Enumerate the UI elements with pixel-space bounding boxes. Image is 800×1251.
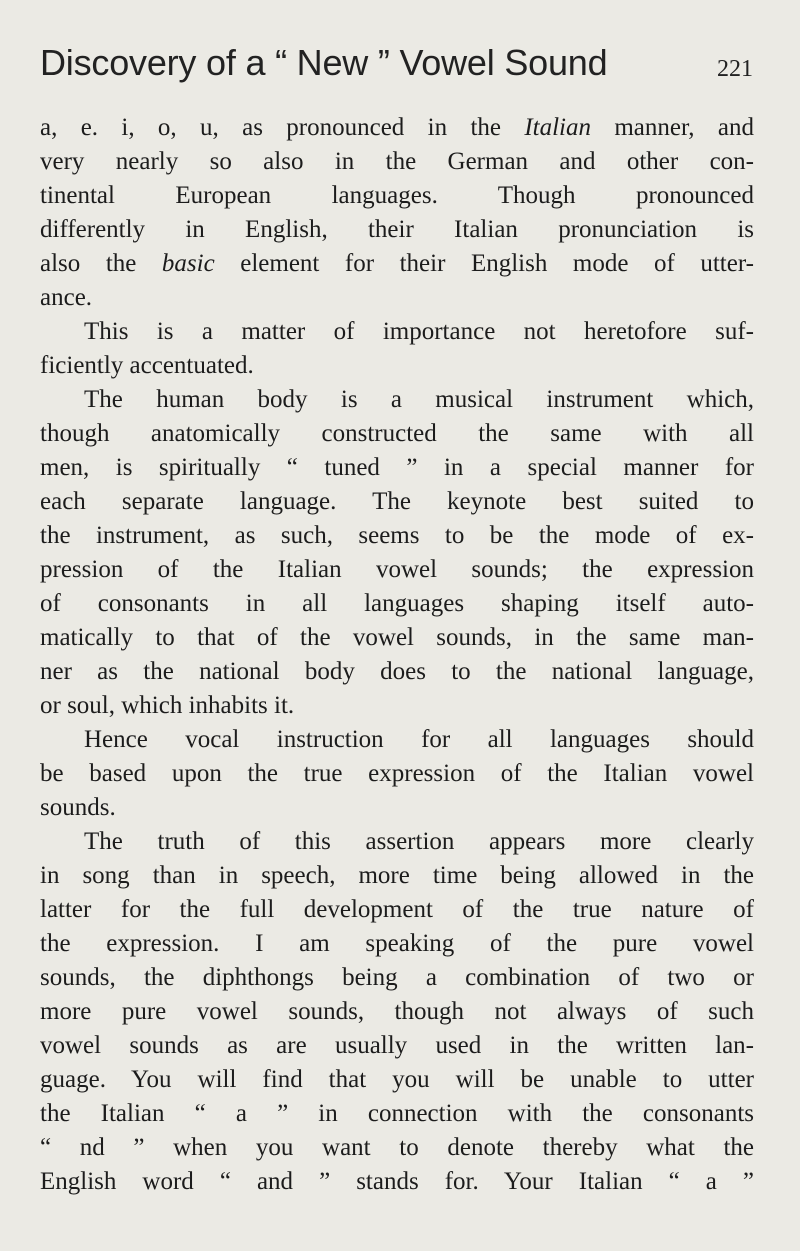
text-line: latter for the full development of the true nature of <box>40 896 754 923</box>
text-line: a, e. i, o, u, as pronounced in the Italian manner, and <box>40 114 754 141</box>
text-line: sounds, the diphthongs being a combination of two or <box>40 964 754 991</box>
italic-word: Italian <box>524 114 591 141</box>
italic-word: basic <box>161 250 215 277</box>
text-line: more pure vowel sounds, though not always of such <box>40 998 754 1025</box>
text-line: differently in English, their Italian pronunciation is <box>40 216 754 243</box>
text-line: of consonants in all languages shaping itself auto- <box>40 590 754 617</box>
text-line: in song than in speech, more time being allowed in the <box>40 862 754 889</box>
text-line: ner as the national body does to the national language, <box>40 658 754 685</box>
text-line: “ nd ” when you want to denote thereby what the <box>40 1134 754 1161</box>
text-line: very nearly so also in the German and other con- <box>40 148 754 175</box>
paragraph-first-line: Hence vocal instruction for all languages should <box>84 726 754 753</box>
running-title: Discovery of a “ New ” Vowel Sound <box>40 42 608 83</box>
text-line: English word “ and ” stands for. Your Italian “ a ” <box>40 1168 754 1195</box>
text-line: vowel sounds as are usually used in the written lan- <box>40 1032 754 1059</box>
running-head <box>40 40 780 92</box>
text-line: be based upon the true expression of the Italian vowel <box>40 760 754 787</box>
text-line: men, is spiritually “ tuned ” in a special manner for <box>40 454 754 481</box>
text-line: though anatomically constructed the same with all <box>40 420 754 447</box>
paragraph-first-line: This is a matter of importance not heretofore suf- <box>84 318 754 345</box>
text-line: ficiently accentuated. <box>40 352 254 379</box>
text-line: the expression. I am speaking of the pure vowel <box>40 930 754 957</box>
text-line: the instrument, as such, seems to be the mode of ex- <box>40 522 754 549</box>
text-line: pression of the Italian vowel sounds; the expression <box>40 556 754 583</box>
text-line: also the basic element for their English mode of utter- <box>40 250 754 277</box>
paragraph-first-line: The human body is a musical instrument which, <box>84 386 754 413</box>
text-line: the Italian “ a ” in connection with the consonants <box>40 1100 754 1127</box>
text-line: each separate language. The keynote best suited to <box>40 488 754 515</box>
page-number: 221 <box>717 56 753 82</box>
text-line: matically to that of the vowel sounds, in the same man- <box>40 624 754 651</box>
text-line: ance. <box>40 284 93 311</box>
text-line: guage. You will find that you will be unable to utter <box>40 1066 754 1093</box>
text-line: tinental European languages. Though pronounced <box>40 182 754 209</box>
text-line: or soul, which inhabits it. <box>40 692 295 719</box>
text-line: sounds. <box>40 794 116 821</box>
paragraph-first-line: The truth of this assertion appears more clearly <box>84 828 754 855</box>
